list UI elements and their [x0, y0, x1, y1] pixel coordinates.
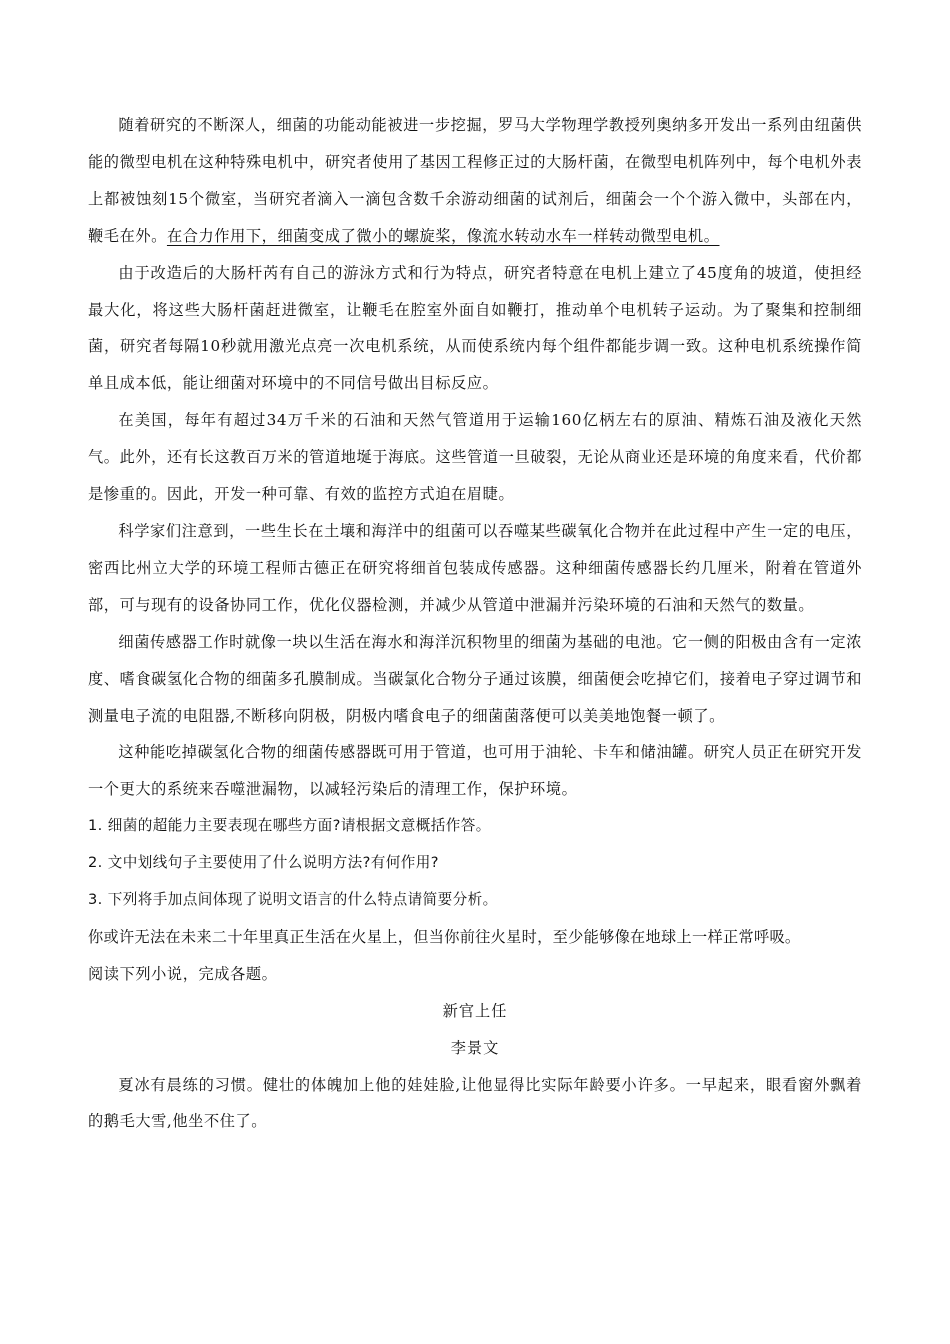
underlined-sentence: 在合力作用下，细菌变成了微小的螺旋桨，像流水转动水车一样转动微型电机。 — [166, 226, 720, 245]
document-page — [88, 107, 862, 1140]
question-3: 3. 下列将手加点间体现了说明文语言的什么特点请简要分析。 — [88, 891, 498, 909]
question-2: 2. 文中划线句子主要使用了什么说明方法?有何作用? — [88, 854, 439, 872]
passage-paragraph-1-text: 随着研究的不断深人，细菌的功能动能被进一步挖掘，罗马大学物理学教授列奥纳多开发出一系列由纽菌供能的微型电机在这种特殊电机中，研究者使用了基因工程修正过的大肠杆菌，在微型电机阵列中，每个电机外表上都被蚀刻15个微室，当研究者滴入一滴包含数千余游动细菌的试剂后，细菌会一个个游入微中，头部在内，鞭毛在外。 — [88, 116, 862, 245]
passage-paragraph-3: 在美国，每年有超过34万千米的石油和天然气管道用于运输160亿柄左右的原油、精炼石油及液化天然气。此外，还有长这教百万米的管道地埏于海底。这些管道一旦破裂，无论从商业还是环境的角度来看，代价都是惨重的。因此，开发一种可靠、有效的监控方式迫在眉睫。 — [88, 411, 862, 504]
passage-paragraph-5: 细菌传感器工作时就像一块以生活在海水和海洋沉积物里的细菌为基础的电池。它一侧的阳极由含有一定浓度、嗜食碳氢化合物的细菌多孔膜制成。当碳氯化合物分子通过该膜，细菌便会吃掉它们，接着电子穿过调节和测量电子流的电阻器,不断移向阴极，阴极内嗜食电子的细菌菌落便可以美美地饱餐一顿了。 — [88, 632, 862, 725]
story-author: 李景文 — [450, 1038, 500, 1057]
reading-instruction: 阅读下列小说，完成各题。 — [88, 964, 278, 983]
story-title: 新官上任 — [442, 1001, 508, 1020]
story-paragraph-1: 夏冰有晨练的习惯。健壮的体魄加上他的娃娃脸,让他显得比实际年龄要小许多。一早起来，眼看窗外飘着的鹅毛大雪,他坐不住了。 — [88, 1075, 862, 1131]
question-1: 1. 细菌的超能力主要表现在哪些方面?请根据文意概括作答。 — [88, 817, 491, 835]
extra-line: 你或许无法在未来二十年里真正生活在火星上，但当你前往火星时，至少能够像在地球上一样正常呼吸。 — [88, 927, 801, 946]
passage-paragraph-4: 科学家们注意到，一些生长在土壤和海洋中的组菌可以吞噬某些碳氧化合物并在此过程中产生一定的电压，密西比州立大学的环境工程师古德正在研究将细首包装成传感器。这种细菌传感器长约几厘米，附着在管道外部，可与现有的设备协同工作，优化仪器检测，并减少从管道中泄漏并污染环境的石油和天然气的数量。 — [88, 521, 862, 614]
passage-paragraph-6: 这种能吃掉碳氢化合物的细菌传感器既可用于管道，也可用于油轮、卡车和储油罐。研究人员正在研究开发一个更大的系统来吞噬泄漏物，以减轻污染后的清理工作，保护环境。 — [88, 743, 862, 799]
passage-paragraph-1 — [88, 107, 862, 255]
passage-paragraph-2: 由于改造后的大肠杆芮有自己的游泳方式和行为特点，研究者特意在电机上建立了45度角的坡道，使担经最大化，将这些大肠杆菌赶进微室，让鞭毛在腔室外面自如鞭打，推动单个电机转子运动。为了聚集和控制细菌，研究者每隔10秒就用激光点亮一次电机系统，从而使系统内每个组件都能步调一致。这种电机系统操作简单且成本低，能让细菌对环境中的不同信号做出目标反应。 — [88, 263, 862, 393]
